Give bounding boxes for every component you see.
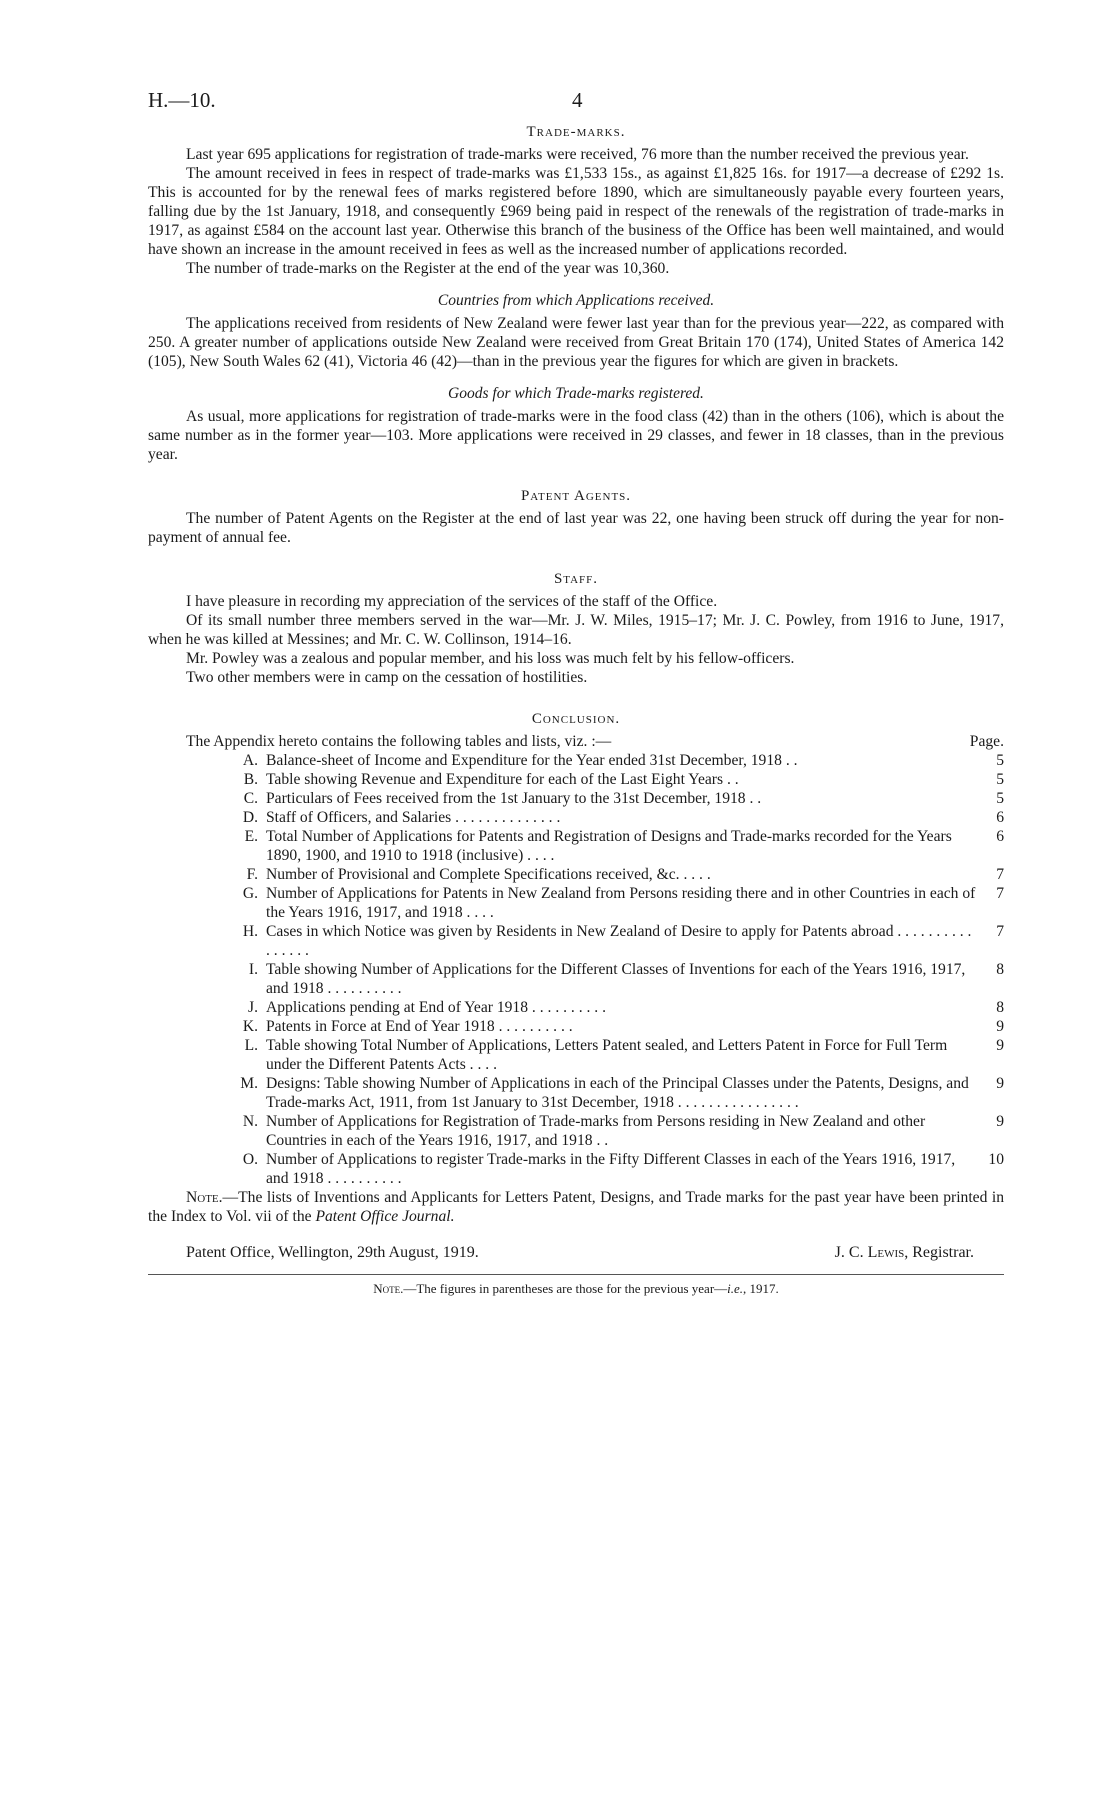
place-date: Patent Office, Wellington, 29th August, 1919. [186, 1244, 479, 1261]
staff-paragraph-1: I have pleasure in recording my appreciation of the services of the staff of the Office. [186, 593, 718, 610]
appendix-item-letter: J. [248, 999, 258, 1016]
staff-paragraph-2: Of its small number three members served in the war—Mr. J. W. Miles, 1915–17; Mr. J. C. Powley, from 1916 to June, 1917, when he was killed at Messines; and Mr. C. W. Collinson, 1914–16. [148, 612, 1004, 648]
footnote [148, 1281, 1004, 1297]
appendix-item-title: Number of Provisional and Complete Specifications received, &c. . . . . [266, 866, 711, 883]
appendix-item-title: Table showing Revenue and Expenditure for each of the Last Eight Years . . [266, 771, 739, 788]
appendix-item-title: Total Number of Applications for Patents and Registration of Designs and Trade-marks recorded for the Years 1890, 1900, and 1910 to 1918 (inclusive) . . . . [266, 828, 952, 864]
appendix-item-letter: B. [243, 771, 258, 788]
appendix-item-letter: G. [242, 885, 258, 902]
appendix-item [148, 789, 1004, 808]
patent-agents-title: Patent Agents. [520, 488, 632, 504]
document-page [148, 88, 1004, 1297]
conclusion-title: Conclusion. [531, 711, 621, 727]
appendix-item-letter: L. [244, 1037, 258, 1054]
appendix-item-page: 9 [996, 1037, 1004, 1054]
appendix-item [148, 808, 1004, 827]
appendix-item-title: Staff of Officers, and Salaries . . . . . . . . . . . . . . [266, 809, 561, 826]
note-journal: Patent Office Journal. [315, 1208, 455, 1225]
appendix-item-letter: M. [240, 1075, 258, 1092]
appendix-intro-row [148, 732, 1004, 751]
conclusion-note [148, 1188, 1004, 1226]
appendix-item-title: Patents in Force at End of Year 1918 . . . . . . . . . . [266, 1018, 573, 1035]
appendix-item-letter: H. [242, 923, 258, 940]
page-column-heading: Page. [969, 733, 1004, 750]
appendix-item-page: 9 [996, 1075, 1004, 1092]
appendix-item [148, 1036, 1004, 1074]
trade-marks-paragraph-2: The amount received in fees in respect of trade-marks was £1,533 15s., as against £1,825 16s. for 1917—a decrease of £292 1s. This is accounted for by the renewal fees of marks registered before 1890, which are simultaneously payable every fourteen years, falling due by the 1st January, 1918, and consequently £969 being paid in respect of the renewals of the registration of trade-marks in 1917, as against £584 on the account last year. Otherwise this branch of the business of the Office has been well maintained, and would have shown an increase in the amount received in fees as well as the increased number of applications recorded. [148, 165, 1004, 258]
appendix-item-page: 6 [996, 809, 1004, 826]
appendix-item [148, 827, 1004, 865]
signatory-role: , Registrar. [904, 1244, 974, 1261]
appendix-item-letter: D. [242, 809, 258, 826]
appendix-item-letter: K. [242, 1018, 258, 1035]
appendix-item-page: 9 [996, 1018, 1004, 1035]
appendix-item [148, 884, 1004, 922]
appendix-item [148, 1074, 1004, 1112]
appendix-item [148, 922, 1004, 960]
staff-title: Staff. [553, 571, 599, 587]
appendix-item-letter: C. [243, 790, 258, 807]
goods-paragraph: As usual, more applications for registration of trade-marks were in the food class (42) than in the others (106), which is about the same number as in the former year—103. More applications were received in 29 classes, and fewer in 18 classes, than in the previous year. [148, 408, 1004, 463]
appendix-item-page: 5 [996, 790, 1004, 807]
appendix-item-page: 9 [996, 1113, 1004, 1130]
appendix-item [148, 1150, 1004, 1188]
countries-title: Countries from which Applications received. [437, 292, 715, 309]
appendix-item-page: 6 [996, 828, 1004, 845]
patent-agents-paragraph: The number of Patent Agents on the Register at the end of last year was 22, one having been struck off during the year for non-payment of annual fee. [148, 510, 1004, 546]
appendix-item-page: 10 [988, 1151, 1004, 1168]
trade-marks-paragraph-3: The number of trade-marks on the Register at the end of the year was 10,360. [186, 260, 670, 277]
appendix-item-title: Particulars of Fees received from the 1st January to the 31st December, 1918 . . [266, 790, 762, 807]
footnote-year: , 1917. [743, 1281, 779, 1296]
appendix-item [148, 998, 1004, 1017]
signatory-surname: Lewis [867, 1244, 905, 1261]
appendix-item-letter: N. [242, 1113, 258, 1130]
appendix-item-letter: I. [248, 961, 258, 978]
footnote-label: Note. [373, 1281, 404, 1296]
appendix-item-title: Applications pending at End of Year 1918 . . . . . . . . . . [266, 999, 606, 1016]
appendix-item-letter: F. [246, 866, 258, 883]
running-header [148, 88, 1004, 114]
appendix-item-letter: A. [242, 752, 258, 769]
appendix-item-letter: O. [242, 1151, 258, 1168]
appendix-intro: The Appendix hereto contains the following tables and lists, viz. :— [186, 733, 612, 750]
appendix-item [148, 770, 1004, 789]
trade-marks-title: Trade-marks. [526, 124, 626, 140]
appendix-item-title: Balance-sheet of Income and Expenditure for the Year ended 31st December, 1918 . . [266, 752, 798, 769]
footnote-text: —The figures in parentheses are those for the previous year— [403, 1281, 728, 1296]
footnote-rule [148, 1274, 1004, 1275]
appendix-item [148, 1112, 1004, 1150]
appendix-item-title: Designs: Table showing Number of Applications in each of the Principal Classes under the Patents, Designs, and Trade-marks Act, 1911, from 1st January to 31st December, 1918 . . . . . . . . . . . . . . . . [266, 1075, 969, 1111]
appendix-item-page: 7 [996, 923, 1004, 940]
appendix-item [148, 960, 1004, 998]
appendix-item-title: Number of Applications for Registration of Trade-marks from Persons residing in New Zealand and other Countries in each of the Years 1916, 1917, and 1918 . . [266, 1113, 926, 1149]
report-code: H.—10. [148, 88, 216, 112]
appendix-item-title: Number of Applications to register Trade-marks in the Fifty Different Classes in each of the Years 1916, 1917, and 1918 . . . . . . . . . . [266, 1151, 956, 1187]
signatory-initials: J. C. [834, 1244, 864, 1261]
appendix-item-title: Table showing Number of Applications for the Different Classes of Inventions for each of the Years 1916, 1917, and 1918 . . . . . . . . . . [266, 961, 966, 997]
signatory [835, 1244, 974, 1262]
goods-title: Goods for which Trade-marks registered. [448, 385, 704, 402]
footnote-ie: i.e. [727, 1281, 744, 1296]
appendix-item-title: Cases in which Notice was given by Residents in New Zealand of Desire to apply for Patents abroad . . . . . . . . . . . . . . . . [266, 923, 972, 959]
appendix-item [148, 1017, 1004, 1036]
signature-row [148, 1244, 1004, 1262]
note-label: Note. [186, 1189, 223, 1206]
page-number: 4 [572, 88, 583, 112]
countries-paragraph: The applications received from residents of New Zealand were fewer last year than for the previous year—222, as compared with 250. A greater number of applications outside New Zealand were received from Great Britain 170 (174), United States of America 142 (105), New South Wales 62 (41), Victoria 46 (42)—than in the previous year the figures for which are given in brackets. [148, 315, 1004, 370]
appendix-item-page: 5 [996, 752, 1004, 769]
note-text: —The lists of Inventions and Applicants for Letters Patent, Designs, and Trade marks for the past year have been printed in the Index to Vol. vii of the [148, 1189, 1004, 1225]
appendix-item-page: 8 [996, 961, 1004, 978]
appendix-item-title: Number of Applications for Patents in New Zealand from Persons residing there and in other Countries in each of the Years 1916, 1917, and 1918 . . . . [266, 885, 976, 921]
staff-paragraph-4: Two other members were in camp on the cessation of hostilities. [186, 669, 588, 686]
appendix-item-page: 5 [996, 771, 1004, 788]
trade-marks-paragraph-1: Last year 695 applications for registration of trade-marks were received, 76 more than the number received the previous year. [186, 146, 969, 163]
staff-paragraph-3: Mr. Powley was a zealous and popular member, and his loss was much felt by his fellow-officers. [186, 650, 795, 667]
appendix-item-page: 7 [996, 866, 1004, 883]
appendix-item [148, 865, 1004, 884]
appendix-item-page: 7 [996, 885, 1004, 902]
appendix-item-page: 8 [996, 999, 1004, 1016]
appendix-item-title: Table showing Total Number of Applications, Letters Patent sealed, and Letters Patent in Force for Full Term under the Different Patents Acts . . . . [266, 1037, 948, 1073]
appendix-item [148, 751, 1004, 770]
appendix-item-letter: E. [244, 828, 258, 845]
appendix-list [148, 751, 1004, 1188]
